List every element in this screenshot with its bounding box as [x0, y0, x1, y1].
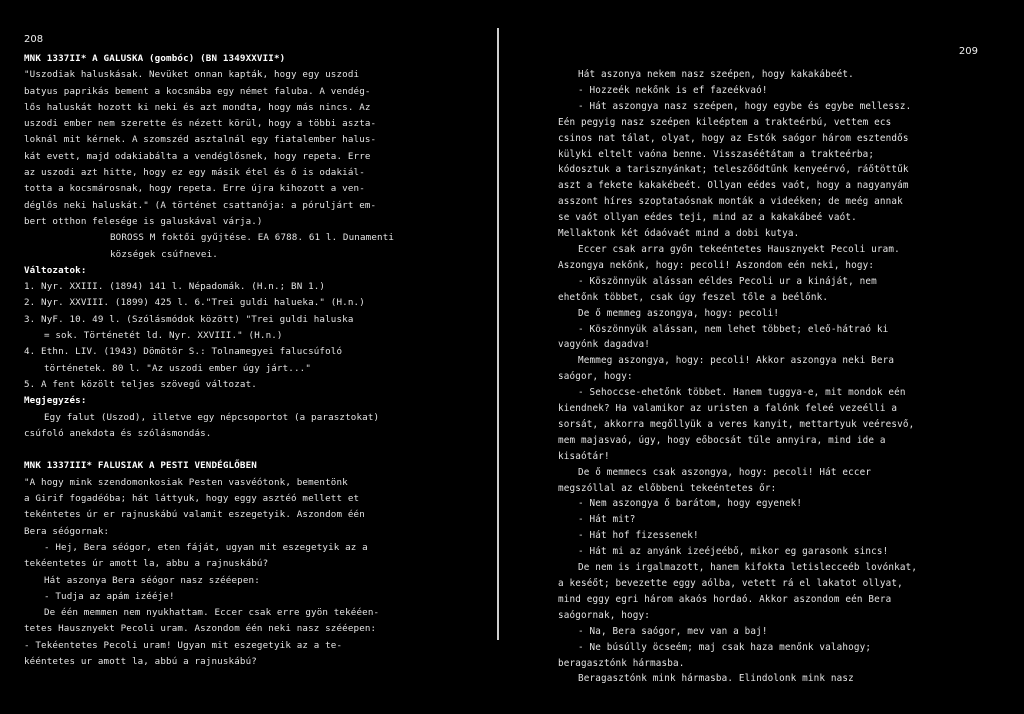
- text-line: loknál mit kérnek. A szomszéd asztalnál egy fiatalember halus-: [24, 134, 377, 146]
- text-line: kát evett, majd odakiabálta a vendéglősnek, hogy repeta. Erre: [24, 150, 371, 162]
- text-line: Hát aszonya Bera séógor nasz szééepen:: [44, 574, 260, 586]
- text-line: MNK 1337II* A GALUSKA (gombóc) (BN 1349XXVII*): [24, 53, 286, 64]
- text-line: beragasztónk hármasba.: [558, 657, 685, 669]
- text-line: községek csúfnevei.: [110, 248, 218, 260]
- page-gutter-divider: [497, 28, 499, 640]
- text-line: Beragasztónk mink hármasba. Elindolonk mink nasz: [578, 673, 854, 685]
- text-line: a Girif fogadéóba; hát láttyuk, hogy eggy asztéó mellett et: [24, 493, 360, 505]
- text-line: De ő memmecs csak aszongya, hogy: pecoli! Hát eccer: [578, 466, 872, 478]
- text-line: - Ne búsúlly öcseém; maj csak haza menőnk valahogy;: [578, 641, 872, 653]
- text-line: - Hát mit?: [578, 514, 636, 526]
- text-line: = sok. Történetét ld. Nyr. XXVIII." (H.n.): [44, 330, 283, 342]
- text-line: - Tudja az apám izééje!: [44, 590, 175, 602]
- text-line: - Na, Bera saógor, mev van a baj!: [578, 625, 768, 637]
- left-page: [0, 0, 500, 714]
- text-line: Eccer csak arra győn tekeéntetes Hausznyekt Pecoli uram.: [578, 243, 900, 255]
- text-line: Mellaktonk két ódaóvaét mind a dobi kutya.: [558, 228, 800, 240]
- left-page-text: [24, 51, 494, 670]
- text-line: Hát aszonya nekem nasz szeépen, hogy kakakábeét.: [578, 69, 854, 80]
- text-line: De nem is irgalmazott, hanem kifokta letislecceéb lovónkat,: [578, 562, 918, 574]
- text-line: se vaót ollyan eédes teji, mind az a kakakábeé vaót.: [558, 212, 857, 224]
- text-line: aszt a fekete kakakébeét. Ollyan eédes vaót, hogy a nagyanyám: [558, 180, 909, 192]
- text-line: BOROSS M foktői gyűjtése. EA 6788. 61 l. Dunamenti: [110, 232, 395, 244]
- text-line: 5. A fent közölt teljes szövegű változat.: [24, 378, 257, 390]
- text-line: kódosztuk a tarisznyánkat; teleszőődtűnk kenyeérvó, ráőtöttűk: [558, 164, 909, 176]
- text-line: - Hát hof fizessenek!: [578, 530, 699, 542]
- text-line: totta a kocsmárosnak, hogy repeta. Erre újra kihozott a ven-: [24, 183, 365, 195]
- text-line: - Hát aszongya nasz szeépen, hogy egybe és egybe mellessz.: [578, 100, 912, 112]
- text-line: MNK 1337III* FALUSIAK A PESTI VENDÉGLŐBEN: [24, 460, 257, 472]
- text-line: 3. NyF. 10. 49 l. (Szólásmódok között) "Trei guldi haluska: [24, 313, 354, 325]
- text-line: csinos nat tálat, olyat, hogy az Estók saógor három esztendős: [558, 132, 909, 144]
- text-line: tetes Hausznyekt Pecoli uram. Aszondom één neki nasz szééepen:: [24, 623, 377, 635]
- text-line: - Nem aszongya ő barátom, hogy egyenek!: [578, 498, 803, 510]
- text-line: Megjegyzés:: [24, 395, 87, 407]
- text-line: déglős neki haluskát." (A történet csattanója: a póruljárt em-: [24, 199, 377, 211]
- text-line: történetek. 80 l. "Az uszodi ember úgy járt...": [44, 362, 312, 374]
- text-line: De ő memmeg aszongya, hogy: pecoli!: [578, 307, 780, 319]
- text-line: kiendnek? Ha valamikor az uristen a falónk feleé vezeélli a: [558, 403, 898, 415]
- text-line: sorsát, akkorra megőllyük a veres kanyit, mettartyuk veéresvő,: [558, 418, 915, 430]
- text-line: a keséőt; bevezette eggy aólba, vetett rá el lakatot ollyat,: [558, 578, 903, 589]
- text-line: Aszongya nekőnk, hogy: pecoli! Aszondom eén neki, hogy:: [558, 259, 875, 271]
- text-line: uszodi ember nem szerette és nézett körül, hogy a többi aszta-: [24, 118, 377, 130]
- text-line: [24, 442, 494, 458]
- text-line: - Köszönnyük alássan, nem lehet többet; eleő-hátraó ki: [578, 323, 889, 335]
- text-line: "A hogy mink szendomonkosiak Pesten vasvéótonk, bementönk: [24, 476, 348, 488]
- text-line: megszóllal az előbbeni tekeéntetes őr:: [558, 482, 777, 494]
- text-line: - Hej, Bera séógor, eten fáját, ugyan mit eszegetyik az a: [44, 541, 368, 553]
- text-line: saógornak, hogy:: [558, 609, 650, 621]
- text-line: mem majasvaó, úgy, hogy eőbocsát tűle annyira, mind ide a: [558, 434, 886, 446]
- text-line: - Tekéentetes Pecoli uram! Ugyan mit eszegetyik az a te-: [24, 639, 343, 651]
- text-line: batyus paprikás bement a kocsmába egy német faluba. A vendég-: [24, 85, 371, 97]
- text-line: Memmeg aszongya, hogy: pecoli! Akkor aszongya neki Bera: [578, 355, 895, 367]
- text-line: vagyónk dagadva!: [558, 339, 650, 351]
- page-number-left: 208: [24, 34, 44, 45]
- text-line: tekéntetes úr er rajnuskábú valamit eszegetyik. Aszondom één: [24, 509, 365, 521]
- text-line: - Hozzeék nekőnk is ef fazeékvaó!: [578, 84, 768, 96]
- text-line: külyki eltelt vaóna benne. Visszaséétátam a trakteérba;: [558, 148, 875, 160]
- text-line: - Hát mi az anyánk izeéjeébő, mikor eg garasonk sincs!: [578, 546, 889, 558]
- text-line: 1. Nyr. XXIII. (1894) 141 l. Népadomák. (H.n.; BN 1.): [24, 281, 326, 293]
- text-line: 4. Ethn. LIV. (1943) Dömötör S.: Tolnamegyei falucsúfoló: [24, 346, 343, 358]
- text-line: Változatok:: [24, 264, 87, 276]
- text-line: "Uszodiak haluskásak. Nevüket onnan kapták, hogy egy uszodi: [24, 69, 360, 81]
- text-line: saógor, hogy:: [558, 371, 633, 383]
- right-page-text: [558, 67, 1018, 687]
- text-line: csúfoló anekdota és szólásmondás.: [24, 427, 212, 439]
- text-line: az uszodi azt hitte, hogy ez egy másik étel és ő is odakiál-: [24, 167, 365, 179]
- text-line: De één memmen nem nyukhattam. Eccer csak erre gyön tekééen-: [44, 607, 380, 619]
- text-line: ehetőnk többet, csak úgy feszel tőle a beélőnk.: [558, 291, 829, 303]
- text-line: mind eggy egri három akaós hordaó. Akkor aszondom eén Bera: [558, 593, 892, 605]
- text-line: Bera séógornak:: [24, 525, 110, 537]
- text-line: Egy falut (Uszod), illetve egy népcsoportot (a parasztokat): [44, 411, 380, 423]
- text-line: tekéentetes úr amott la, abbu a rajnuskábú?: [24, 558, 269, 570]
- right-page: [500, 0, 1024, 714]
- text-line: - Sehoccse-ehetőnk többet. Hanem tuggya-e, mit mondok eén: [578, 387, 906, 399]
- page-number-right: 209: [958, 46, 978, 57]
- text-line: Eén pegyig nasz szeépen kileéptem a trakteérbú, vettem ecs: [558, 116, 892, 128]
- text-line: bert otthon felesége is galuskával várja.): [24, 215, 263, 227]
- text-line: 2. Nyr. XXVIII. (1899) 425 l. 6."Trei guldi halueka." (H.n.): [24, 297, 365, 309]
- text-line: lős haluskát hozott ki neki és azt mondta, hogy más nincs. Az: [24, 101, 371, 113]
- text-line: asszont híres szoptataósnak monták a videéken; de meég annak: [558, 196, 903, 208]
- text-line: - Köszönnyük alássan eéldes Pecoli ur a kináját, nem: [578, 275, 877, 287]
- text-line: kééntetes ur amott la, abbú a rajnuskábú?: [24, 655, 257, 667]
- text-line: kisaótár!: [558, 450, 610, 462]
